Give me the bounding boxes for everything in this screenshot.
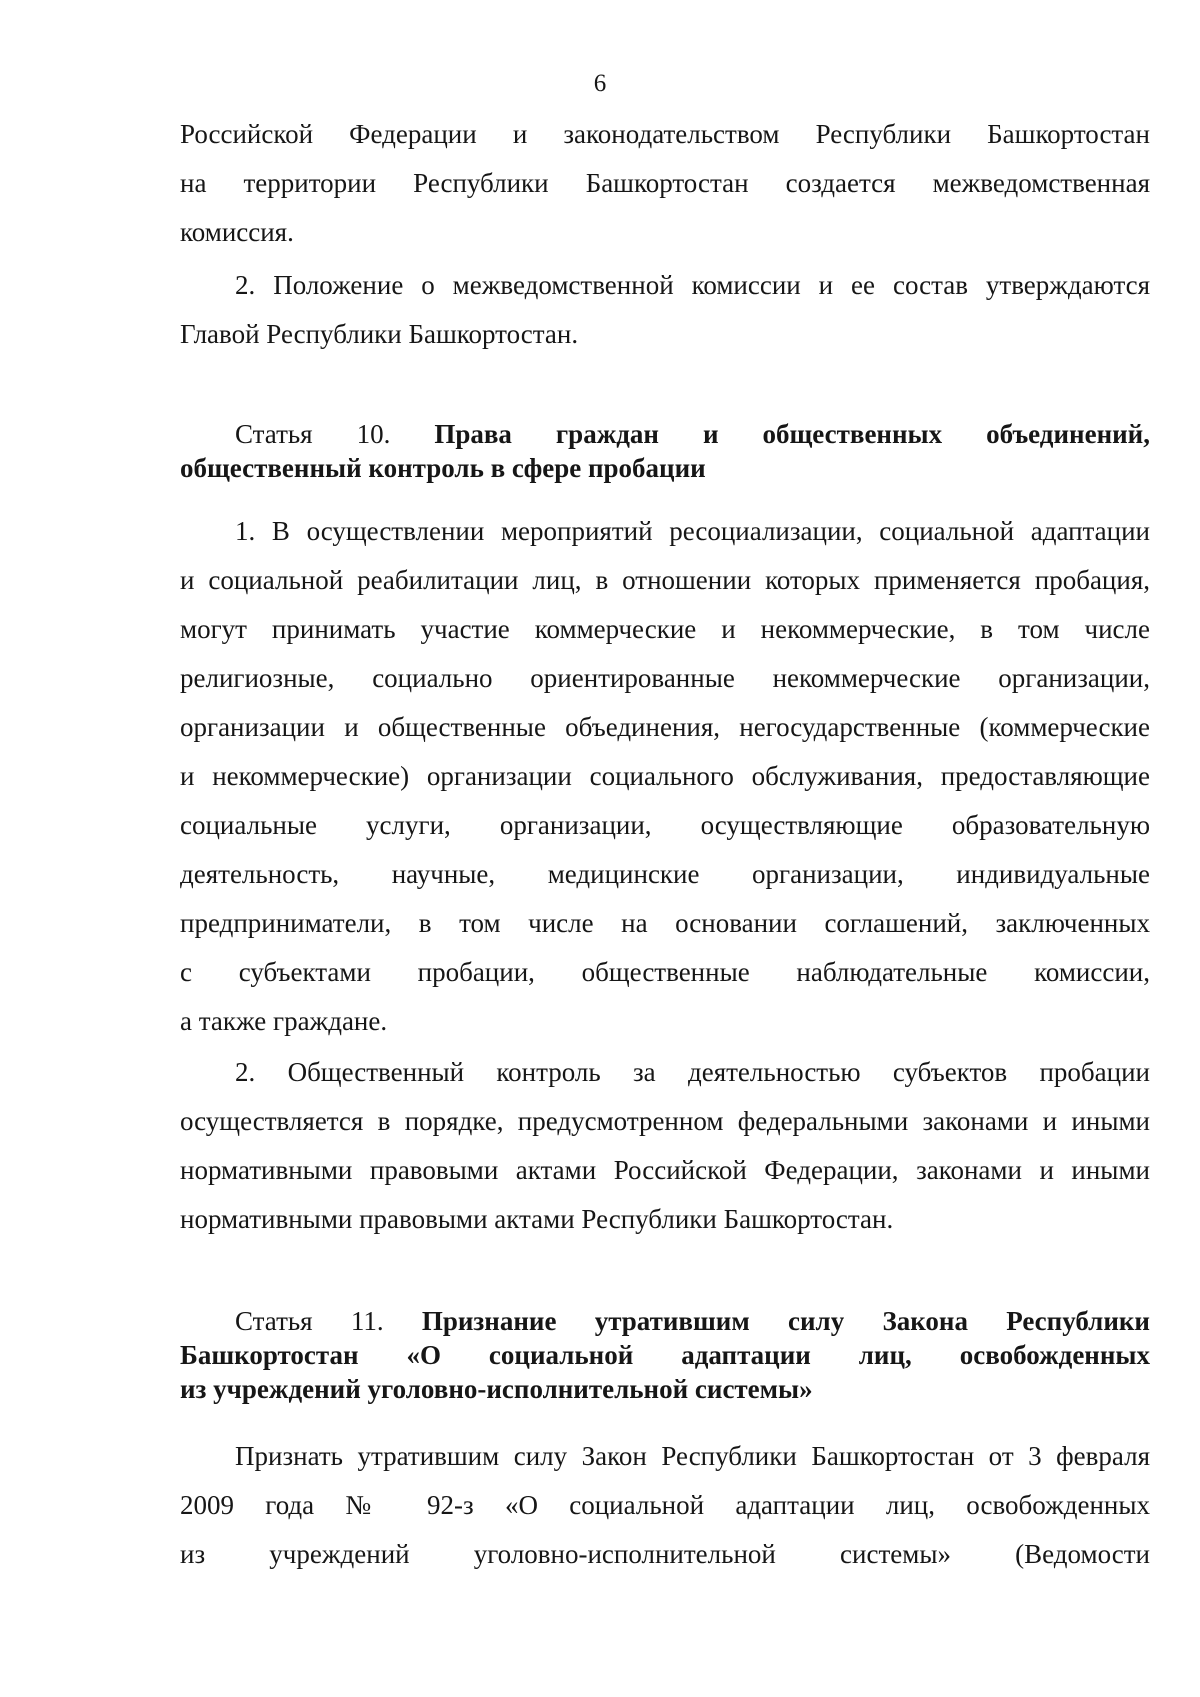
- article-10-title-line: общественный контроль в сфере пробации: [180, 453, 706, 483]
- heading-line: [180, 417, 1150, 451]
- text-line: из учреждений уголовно-исполнительной системы» (Ведомости: [180, 1539, 1150, 1569]
- text-line: деятельность, научные, медицинские организации, индивидуальные: [180, 859, 1150, 889]
- article-11-body: [180, 1432, 1150, 1579]
- article-9-paragraph-2: [180, 261, 1150, 359]
- text-line: социальные услуги, организации, осуществляющие образовательную: [180, 810, 1150, 840]
- text-line: предприниматели, в том числе на основании соглашений, заключенных: [180, 908, 1150, 938]
- text-line: на территории Республики Башкортостан создается межведомственная: [180, 168, 1150, 198]
- article-10-heading: [180, 417, 1150, 485]
- text-line: нормативными правовыми актами Республики Башкортостан.: [180, 1204, 894, 1234]
- article-10-paragraph-2: [180, 1048, 1150, 1244]
- article-11-title-line: из учреждений уголовно-исполнительной системы»: [180, 1374, 813, 1404]
- document-body: [180, 110, 1150, 1579]
- text-line: и некоммерческие) организации социального обслуживания, предоставляющие: [180, 761, 1150, 791]
- text-line: 2. Положение о межведомственной комиссии и ее состав утверждаются: [235, 270, 1150, 300]
- text-line: могут принимать участие коммерческие и некоммерческие, в том числе: [180, 614, 1150, 644]
- text-line: Российской Федерации и законодательством Республики Башкортостан: [180, 119, 1150, 149]
- text-line: нормативными правовыми актами Российской Федерации, законами и иными: [180, 1155, 1150, 1185]
- text-line: организации и общественные объединения, негосударственные (коммерческие: [180, 712, 1150, 742]
- text-line: и социальной реабилитации лиц, в отношении которых применяется пробация,: [180, 565, 1150, 595]
- text-line: с субъектами пробации, общественные наблюдательные комиссии,: [180, 957, 1150, 987]
- article-10-prefix: Статья 10.: [235, 419, 435, 449]
- text-line: а также граждане.: [180, 1006, 388, 1036]
- article-10-title: Права граждан и общественных объединений,: [434, 419, 1150, 449]
- article-11-prefix: Статья 11.: [235, 1306, 422, 1336]
- text-line: Главой Республики Башкортостан.: [180, 319, 579, 349]
- article-11-heading: [180, 1304, 1150, 1406]
- text-line: осуществляется в порядке, предусмотренном федеральными законами и иными: [180, 1106, 1150, 1136]
- intro-paragraph: [180, 110, 1150, 257]
- page-number: 6: [593, 70, 607, 97]
- heading-line: [180, 1304, 1150, 1338]
- text-line: 1. В осуществлении мероприятий ресоциализации, социальной адаптации: [235, 516, 1150, 546]
- text-line: 2009 года № 92-з «О социальной адаптации лиц, освобожденных: [180, 1490, 1150, 1520]
- text-line: религиозные, социально ориентированные некоммерческие организации,: [180, 663, 1150, 693]
- text-line: комиссия.: [180, 217, 294, 247]
- article-11-title: Признание утратившим силу Закона Республики: [421, 1306, 1150, 1336]
- article-11-title-line: Башкортостан «О социальной адаптации лиц, освобожденных: [180, 1340, 1150, 1370]
- article-10-paragraph-1: [180, 507, 1150, 1046]
- text-line: 2. Общественный контроль за деятельностью субъектов пробации: [235, 1057, 1150, 1087]
- text-line: Признать утратившим силу Закон Республики Башкортостан от 3 февраля: [235, 1441, 1150, 1471]
